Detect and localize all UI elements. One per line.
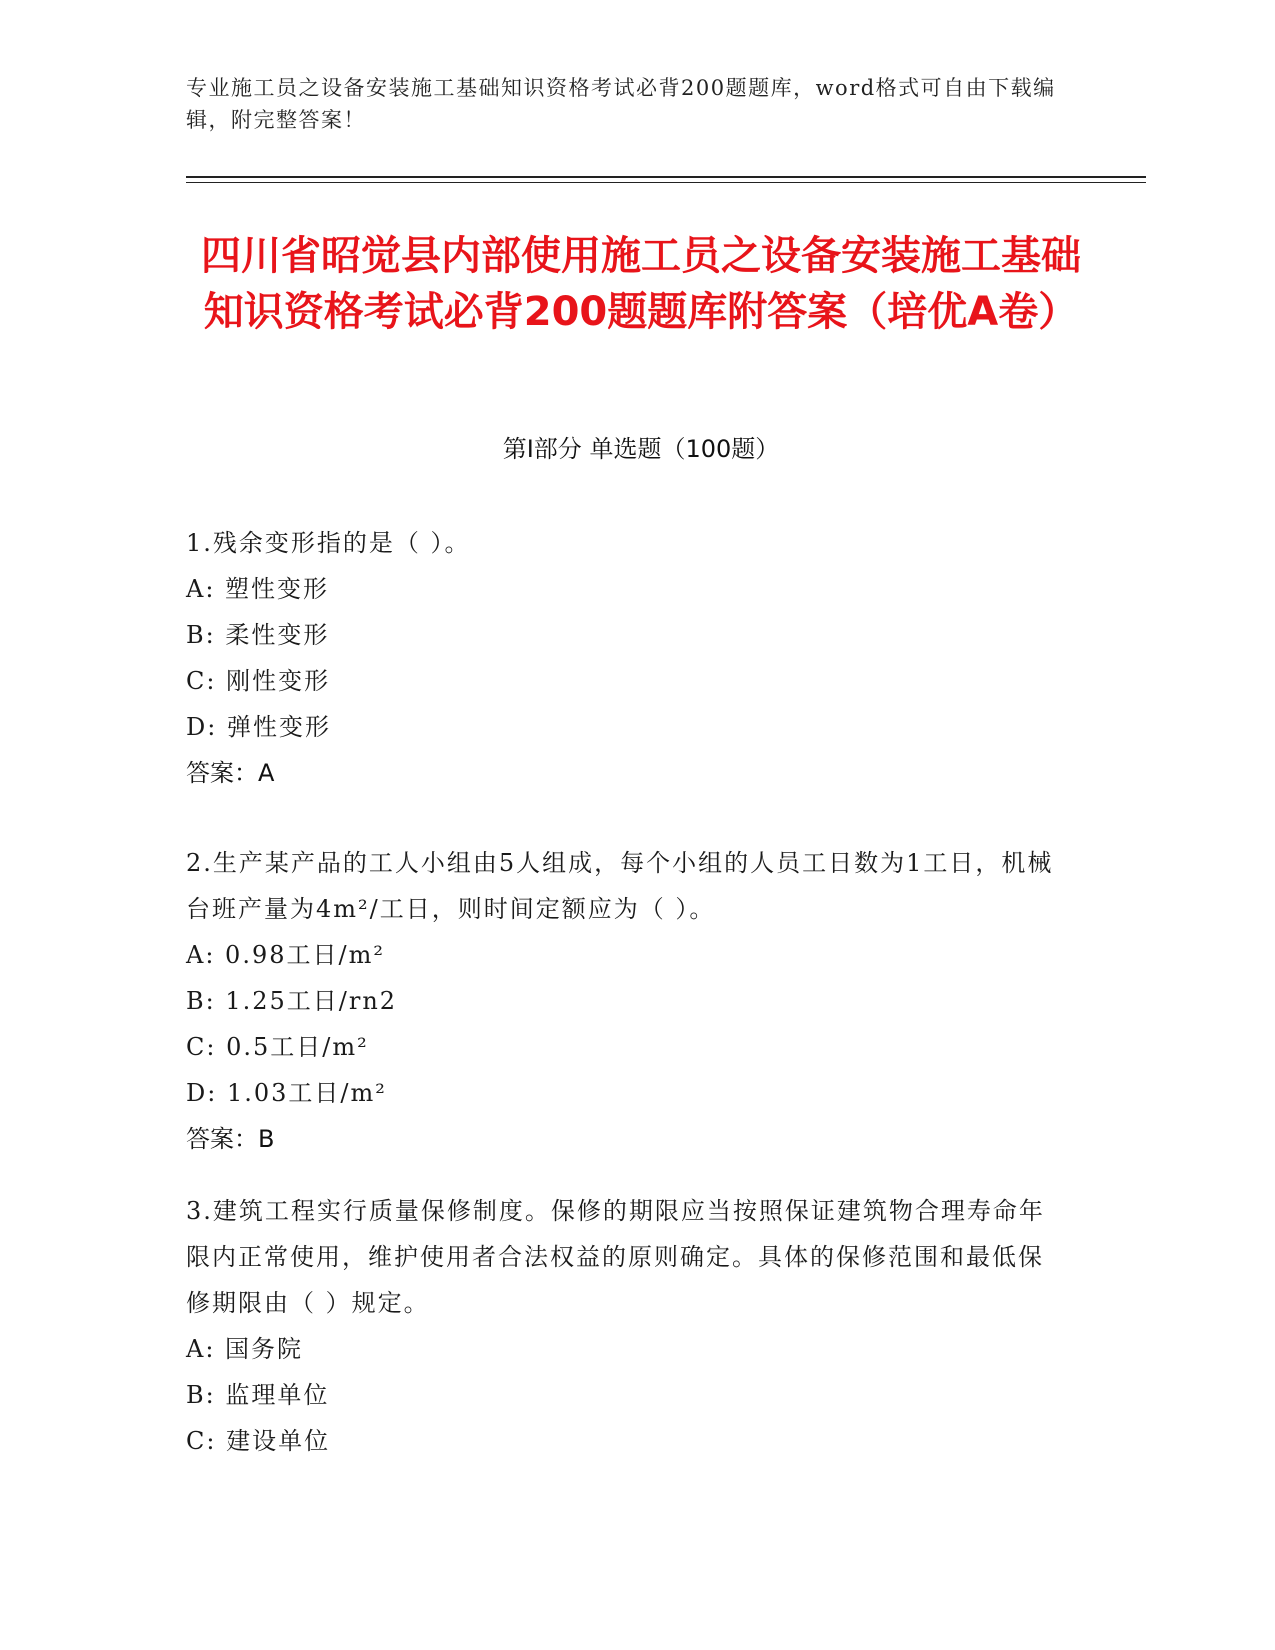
option-b: B: 柔性变形 <box>186 621 330 649</box>
question-1 <box>186 520 1066 796</box>
section-heading: 第I部分 单选题（100题） <box>502 435 780 463</box>
header-note: 专业施工员之设备安装施工基础知识资格考试必背200题题库，word格式可自由下载编辑，附完整答案！ <box>186 76 1056 132</box>
header-rule-thick <box>186 176 1146 178</box>
question-3 <box>186 1188 1066 1464</box>
option-c: C: 建设单位 <box>186 1427 331 1455</box>
question-text: 1.残余变形指的是（ ）。 <box>186 529 471 557</box>
question-text: 2.生产某产品的工人小组由5人组成，每个小组的人员工日数为1工日，机械台班产量为4m²/工日，则时间定额应为（ ）。 <box>186 849 1054 923</box>
question-2 <box>186 840 1066 1162</box>
option-b: B: 监理单位 <box>186 1381 330 1409</box>
option-c: C: 0.5工日/m² <box>186 1033 369 1061</box>
option-d: D: 弹性变形 <box>186 713 331 741</box>
option-d: D: 1.03工日/m² <box>186 1079 387 1107</box>
answer: 答案：A <box>186 759 275 787</box>
question-text: 3.建筑工程实行质量保修制度。保修的期限应当按照保证建筑物合理寿命年限内正常使用，维护使用者合法权益的原则确定。具体的保修范围和最低保修期限由（ ）规定。 <box>186 1197 1045 1317</box>
answer: 答案：B <box>186 1125 275 1153</box>
option-c: C: 刚性变形 <box>186 667 331 695</box>
option-b: B: 1.25工日/rn2 <box>186 987 398 1015</box>
option-a: A: 0.98工日/m² <box>186 941 385 969</box>
option-a: A: 塑性变形 <box>186 575 330 603</box>
option-a: A: 国务院 <box>186 1335 304 1363</box>
document-title: 四川省昭觉县内部使用施工员之设备安装施工基础知识资格考试必背200题题库附答案（培优A卷） <box>201 233 1081 335</box>
header-rule-thin <box>186 182 1146 183</box>
